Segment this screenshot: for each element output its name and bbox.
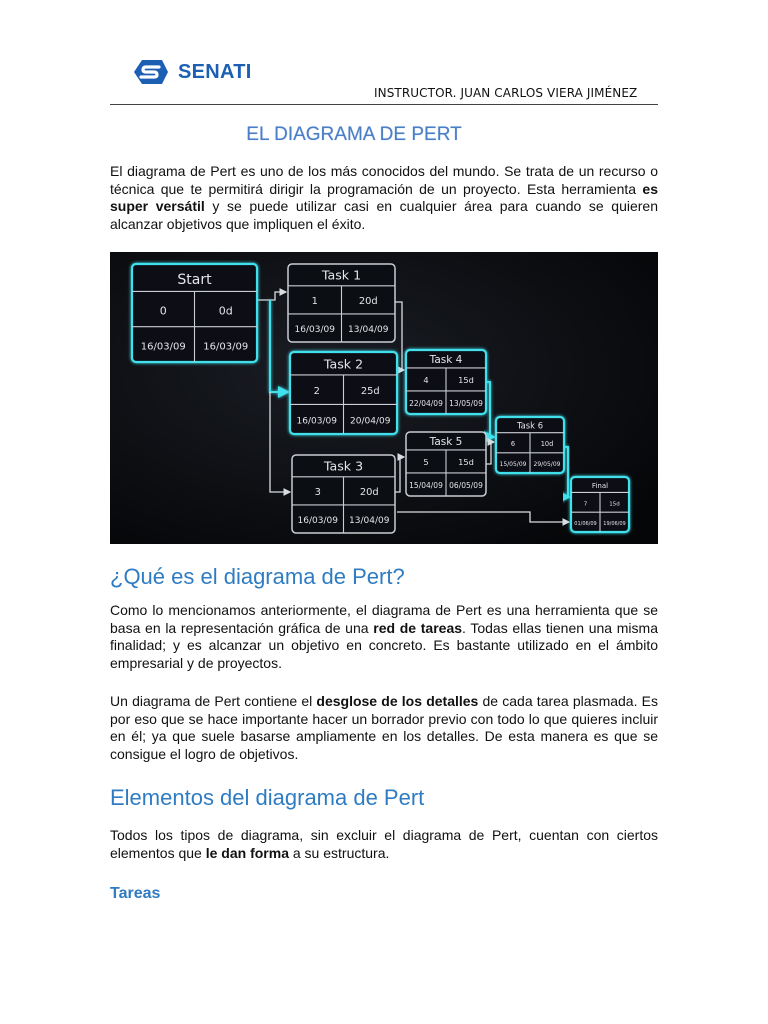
pert-node-end-date: 13/05/09 <box>449 398 483 408</box>
pert-node-start-date: 16/03/09 <box>297 516 338 527</box>
pert-node-number: 0 <box>159 304 167 318</box>
pert-node-number: 2 <box>313 386 320 398</box>
pert-node-duration: 20d <box>358 296 378 308</box>
pert-node-end-date: 29/05/09 <box>533 460 561 468</box>
pert-node-start-date: 01/06/09 <box>574 521 597 528</box>
pert-node-task4 <box>406 350 486 414</box>
intro-text-1: El diagrama de Pert es uno de los más conocidos del mundo. Se trata de un recurso o técnica que te permitirá dirigir la programación de un proyecto. Esta herramienta <box>110 163 658 197</box>
subsection-heading-tareas: Tareas <box>110 885 161 902</box>
senati-logo <box>128 56 252 88</box>
instructor-name: INSTRUCTOR. JUAN CARLOS VIERA JIMÉNEZ <box>374 86 638 100</box>
pert-node-end-date: 13/04/09 <box>349 516 390 527</box>
pert-node-start-date: 16/03/09 <box>294 325 335 336</box>
s1p1-bold: red de tareas <box>373 619 463 636</box>
pert-diagram-image <box>110 252 658 544</box>
pert-node-task1 <box>288 264 395 342</box>
pert-node-end-date: 16/03/09 <box>203 341 249 353</box>
pert-node-title: Task 4 <box>429 353 463 366</box>
s2p1-text-2: a su estructura. <box>288 844 390 861</box>
pert-node-end-date: 13/04/09 <box>348 325 389 336</box>
pert-node-number: 7 <box>583 501 588 508</box>
pert-node-start-date: 22/04/09 <box>409 398 443 408</box>
senati-logo-icon <box>128 56 168 88</box>
header-divider <box>110 104 658 105</box>
pert-node-final <box>571 477 629 532</box>
intro-paragraph <box>110 163 658 233</box>
pert-node-title: Task 6 <box>516 420 544 431</box>
pert-node-title: Task 1 <box>321 267 362 283</box>
pert-node-end-date: 06/05/09 <box>449 480 483 490</box>
pert-node-number: 6 <box>510 439 516 448</box>
pert-node-title: Task 3 <box>323 458 364 474</box>
section-heading-elementos: Elementos del diagrama de Pert <box>110 785 425 810</box>
s1p2-text-1: Un diagrama de Pert contiene el <box>110 693 317 709</box>
s1p1-text-2: . Todas ellas tienen una misma finalidad; y es alcanzar un objetivo en concreto. Es bastante utilizado en el ámbito empresarial y de proyectos. <box>110 619 658 671</box>
pert-node-title: Final <box>591 482 609 491</box>
s1p2-text-2: de cada tarea plasmada. Es por eso que se hace importante hacer un borrador previo con todo lo que quieres incluir en él; ya que suele basarse ampliamente en los detalles. De esta manera es que se consigue el logro de objetivos. <box>110 693 658 762</box>
logo-text: SENATI <box>178 60 252 83</box>
pert-node-duration: 15d <box>609 501 620 508</box>
intro-bold-1: es super versátil <box>110 180 658 214</box>
pert-node-duration: 0d <box>218 304 233 318</box>
pert-node-duration: 25d <box>360 386 380 398</box>
section1-paragraph-1 <box>110 602 658 672</box>
s2p1-bold: le dan forma <box>205 844 289 861</box>
pert-node-duration: 20d <box>359 487 379 499</box>
s1p2-bold: desglose de los detalles <box>316 693 479 709</box>
pert-node-task6 <box>496 417 564 473</box>
pert-node-start-date: 16/03/09 <box>296 416 337 427</box>
pert-node-end-date: 20/04/09 <box>350 416 391 427</box>
s1p1-text-1: Como lo mencionamos anteriormente, el diagrama de Pert es una herramienta que se basa en la representación gráfica de una <box>110 602 658 636</box>
s2p1-text-1: Todos los tipos de diagrama, sin excluir el diagrama de Pert, cuentan con ciertos elementos que <box>110 827 658 861</box>
pert-node-task5 <box>406 432 486 496</box>
pert-node-start <box>132 264 257 362</box>
pert-node-title: Start <box>177 271 212 288</box>
pert-node-end-date: 19/06/09 <box>603 521 626 528</box>
pert-node-start-date: 15/04/09 <box>409 480 443 490</box>
pert-node-task2 <box>290 352 397 434</box>
pert-node-number: 3 <box>314 487 321 499</box>
pert-node-number: 4 <box>423 374 429 385</box>
section-heading-que-es: ¿Qué es el diagrama de Pert? <box>110 564 405 589</box>
pert-node-task3 <box>292 455 395 533</box>
pert-node-duration: 15d <box>458 456 474 467</box>
section1-paragraph-2 <box>110 693 658 763</box>
pert-node-start-date: 16/03/09 <box>140 341 186 353</box>
pert-node-number: 1 <box>311 296 318 308</box>
pert-node-duration: 10d <box>540 439 554 448</box>
section2-paragraph-1 <box>110 827 658 862</box>
pert-node-title: Task 5 <box>429 435 463 448</box>
pert-node-start-date: 15/05/09 <box>499 460 527 468</box>
pert-node-number: 5 <box>423 456 429 467</box>
intro-text-2: y se puede utilizar casi en cualquier área para cuando se quieren alcanzar objetivos que impliquen el éxito. <box>110 198 658 232</box>
pert-node-title: Task 2 <box>323 356 364 372</box>
document-title: EL DIAGRAMA DE PERT <box>246 124 462 145</box>
pert-node-duration: 15d <box>458 374 474 385</box>
